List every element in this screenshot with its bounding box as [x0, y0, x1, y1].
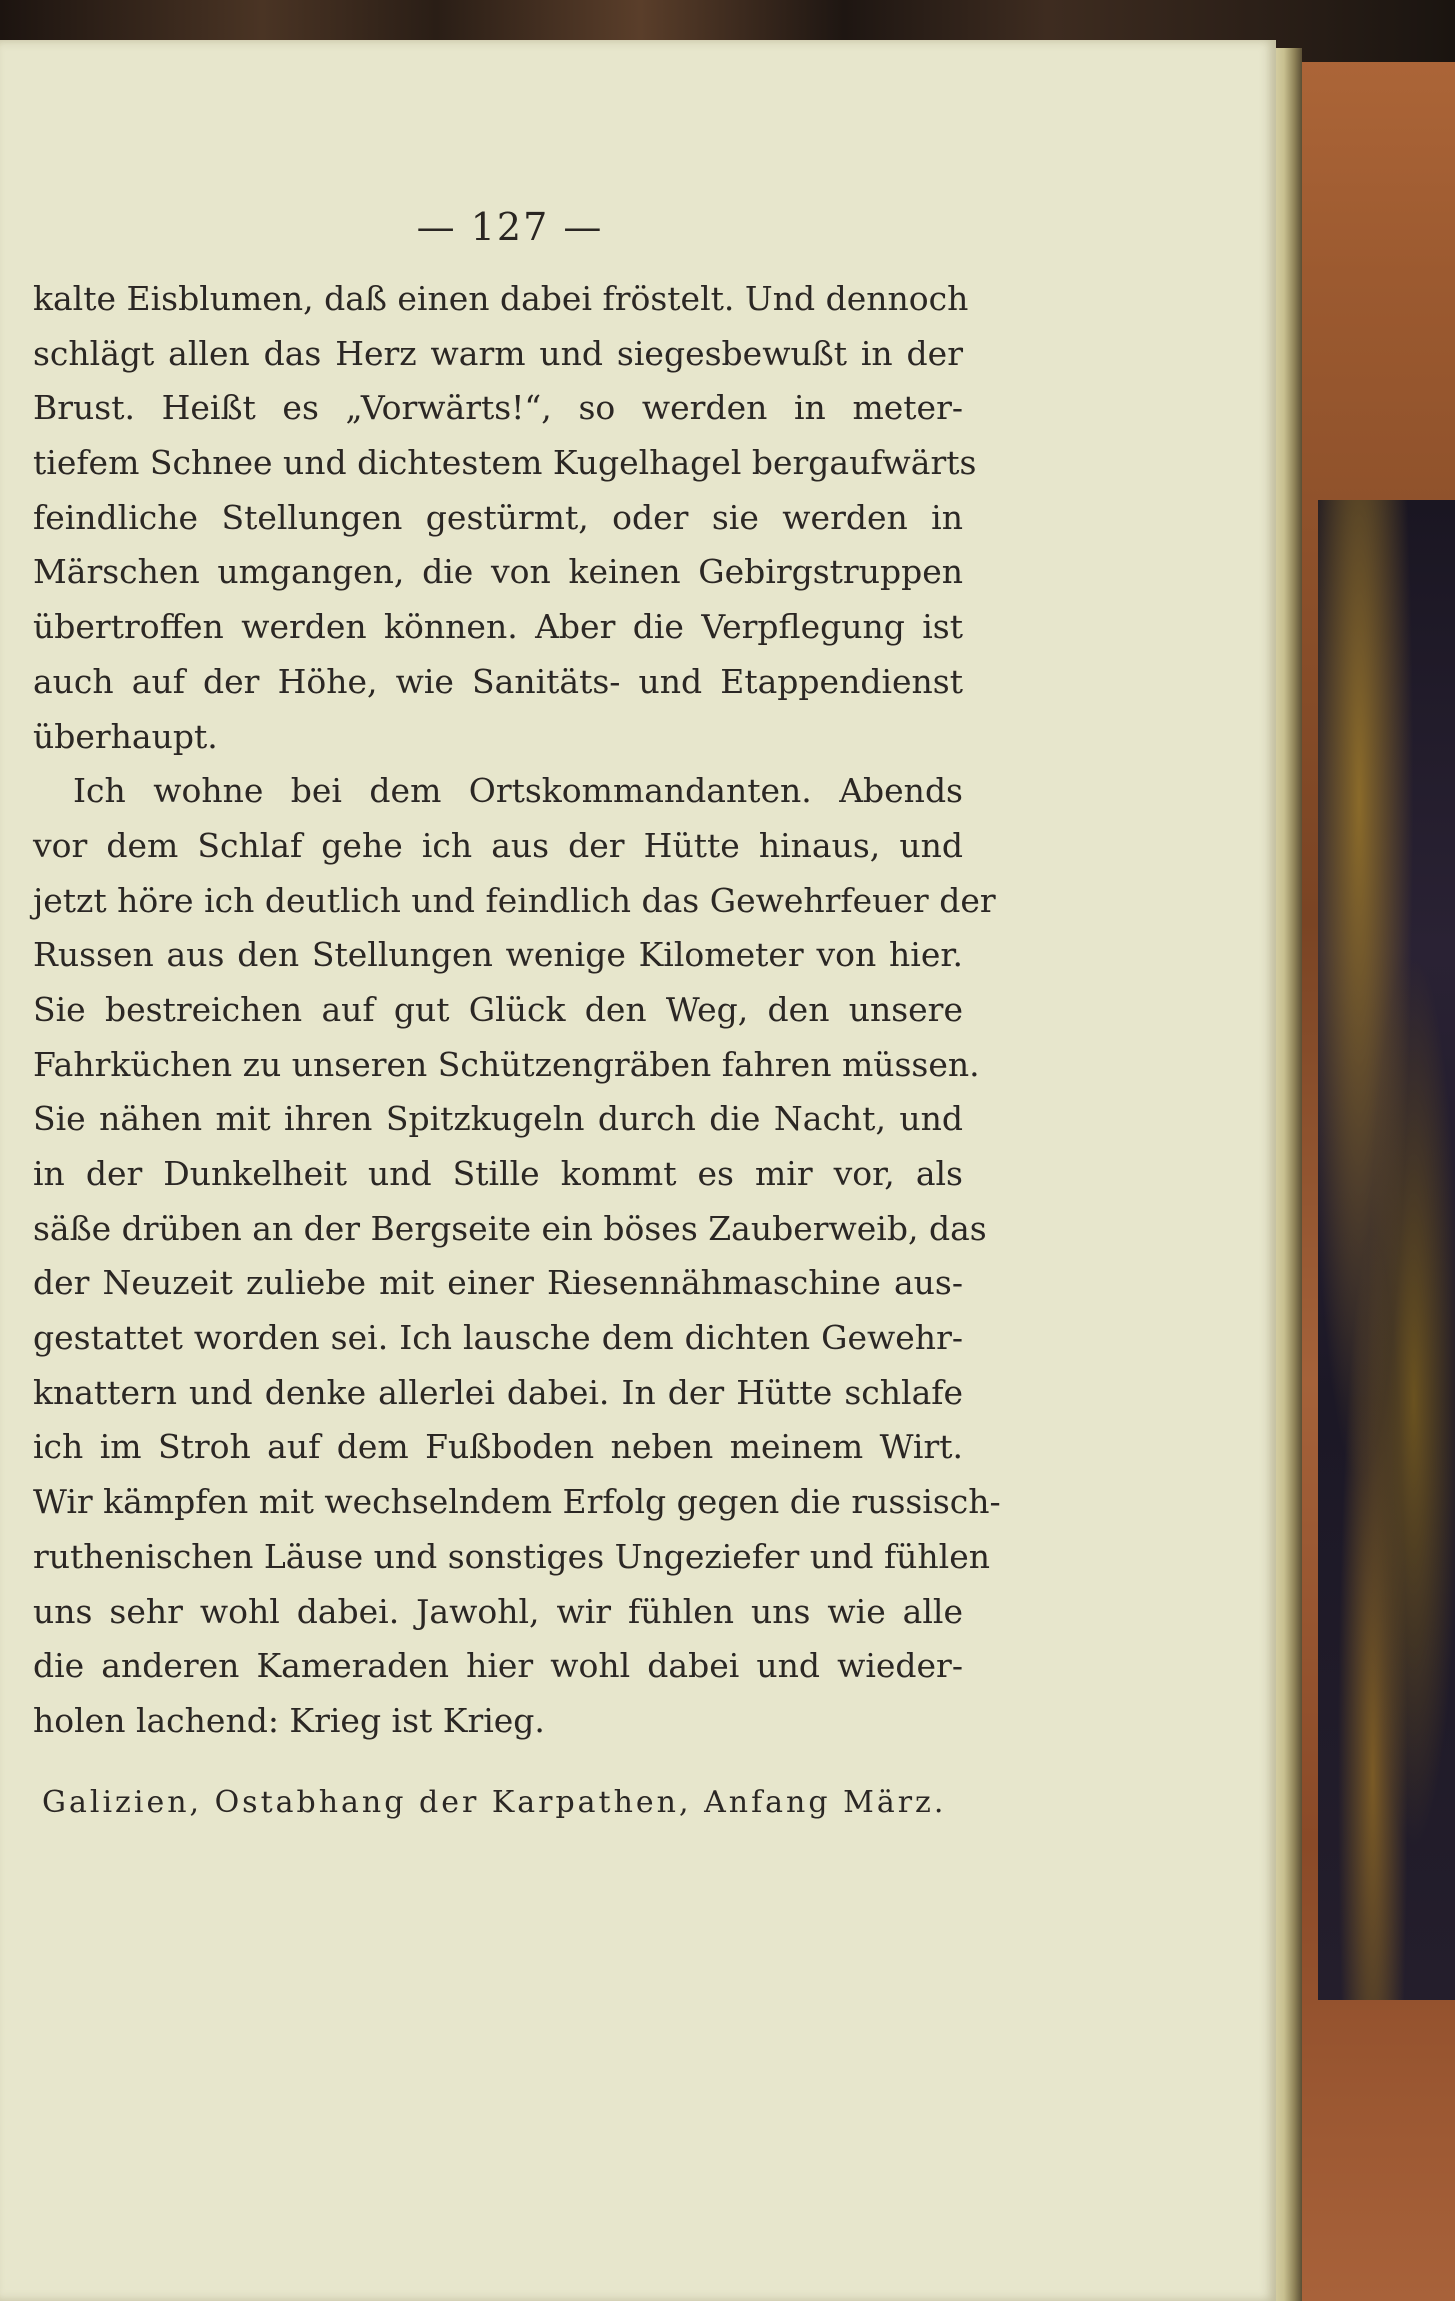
text-line: der Neuzeit zuliebe mit einer Riesennähmaschine aus- [33, 1263, 963, 1303]
text-line: Wir kämpfen mit wechselndem Erfolg gegen die russisch- [33, 1482, 1001, 1522]
text-line: in der Dunkelheit und Stille kommt es mir vor, als [33, 1154, 963, 1193]
text-line: holen lachend: Krieg ist Krieg. [33, 1700, 545, 1740]
page-number: — 127 — [416, 205, 604, 249]
text-line: jetzt höre ich deutlich und feindlich das Gewehrfeuer der [33, 880, 996, 920]
text-line: säße drüben an der Bergseite ein böses Zauberweib, das [33, 1208, 987, 1248]
text-line: Ich wohne bei dem Ortskommandanten. Abends [73, 771, 963, 811]
text-line: Sie nähen mit ihren Spitzkugeln durch die Nacht, und [33, 1099, 963, 1139]
text-line: schlägt allen das Herz warm und siegesbewußt in der [33, 333, 963, 373]
text-line: auch auf der Höhe, wie Sanitäts- und Etappendienst [33, 661, 963, 701]
page-edge [1272, 48, 1302, 2301]
text-line: feindliche Stellungen gestürmt, oder sie werden in [33, 497, 963, 537]
text-line: Brust. Heißt es „Vorwärts!“, so werden in meter- [33, 388, 963, 428]
text-line: kalte Eisblumen, daß einen dabei fröstelt. Und dennoch [33, 279, 969, 318]
text-line: knattern und denke allerlei dabei. In der Hütte schlafe [33, 1372, 963, 1412]
text-line: Russen aus den Stellungen wenige Kilometer von hier. [33, 935, 963, 975]
text-line: überhaupt. [33, 716, 218, 756]
text-line: ich im Stroh auf dem Fußboden neben meinem Wirt. [33, 1427, 963, 1467]
body-text [33, 272, 1001, 1749]
place-date-signature: Galizien, Ostabhang der Karpathen, Anfang März. [42, 1785, 947, 1820]
text-line: uns sehr wohl dabei. Jawohl, wir fühlen uns wie alle [33, 1591, 963, 1631]
text-line: Sie bestreichen auf gut Glück den Weg, den unsere [33, 989, 963, 1029]
text-line: gestattet worden sei. Ich lausche dem dichten Gewehr- [33, 1318, 963, 1358]
marbled-cover-strip [1318, 500, 1455, 2000]
book-page [0, 40, 1276, 2301]
text-line: Fahrküchen zu unseren Schützengräben fahren müssen. [33, 1044, 980, 1084]
text-line: Märschen umgangen, die von keinen Gebirgstruppen [33, 552, 963, 592]
text-line: die anderen Kameraden hier wohl dabei und wieder- [33, 1646, 963, 1686]
text-line: tiefem Schnee und dichtestem Kugelhagel bergaufwärts [33, 443, 977, 483]
text-line: vor dem Schlaf gehe ich aus der Hütte hinaus, und [33, 825, 963, 865]
text-line: ruthenischen Läuse und sonstiges Ungeziefer und fühlen [33, 1536, 990, 1576]
text-line: übertroffen werden können. Aber die Verpflegung ist [33, 607, 963, 647]
